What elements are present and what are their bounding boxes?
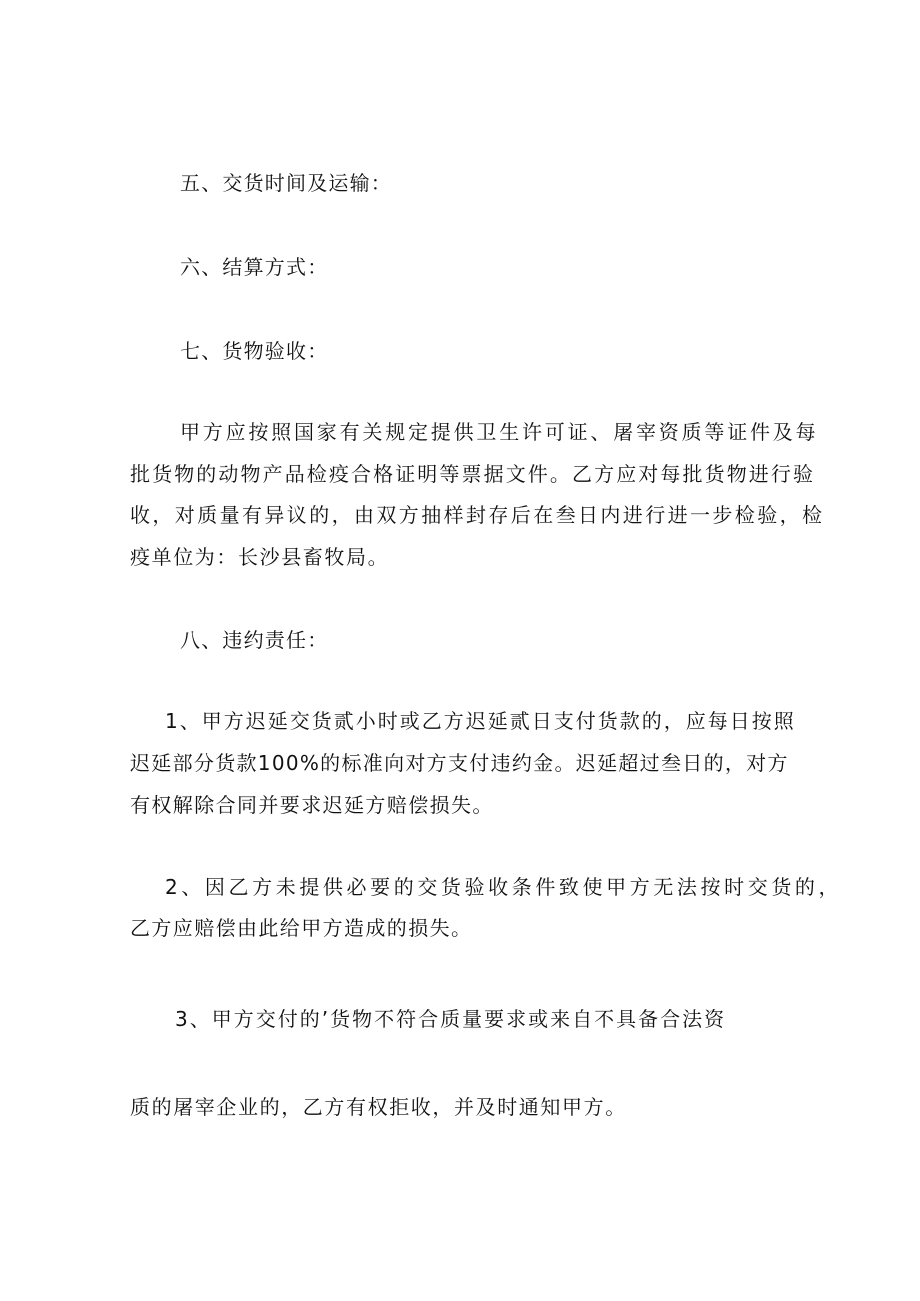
clause-2-line: 乙方应赔偿由此给甲方造成的损失。 bbox=[130, 916, 473, 940]
clause-1-line: 迟延部分货款100%的标准向对方支付违约金。迟延超过叁日的，对方 bbox=[130, 751, 789, 775]
section-7-body-line: 收，对质量有异议的，由双方抽样封存后在叁日内进行进一步检验，检 bbox=[130, 503, 825, 527]
section-8-heading: 八、违约责任： bbox=[180, 628, 329, 652]
section-6-heading: 六、结算方式： bbox=[180, 255, 329, 279]
clause-1-line: 有权解除合同并要求迟延方赔偿损失。 bbox=[130, 793, 494, 817]
clause-3-line: 质的屠宰企业的，乙方有权拒收，并及时通知甲方。 bbox=[130, 1095, 627, 1119]
section-7-body-line: 疫单位为：长沙县畜牧局。 bbox=[130, 545, 390, 569]
section-7-body-line: 甲方应按照国家有关规定提供卫生许可证、屠宰资质等证件及每 bbox=[180, 420, 819, 444]
section-5-heading: 五、交货时间及运输： bbox=[180, 171, 392, 195]
section-7-body-line: 批货物的动物产品检疫合格证明等票据文件。乙方应对每批货物进行验 bbox=[130, 462, 816, 486]
section-7-heading: 七、货物验收： bbox=[180, 339, 329, 363]
clause-2-line: 2、因乙方未提供必要的交货验收条件致使甲方无法按时交货的， bbox=[165, 875, 843, 899]
clause-1-line: 1、甲方迟延交货贰小时或乙方迟延贰日支付货款的，应每日按照 bbox=[165, 709, 796, 733]
clause-3-line: 3、甲方交付的’货物不符合质量要求或来自不具备合法资 bbox=[175, 1007, 727, 1031]
